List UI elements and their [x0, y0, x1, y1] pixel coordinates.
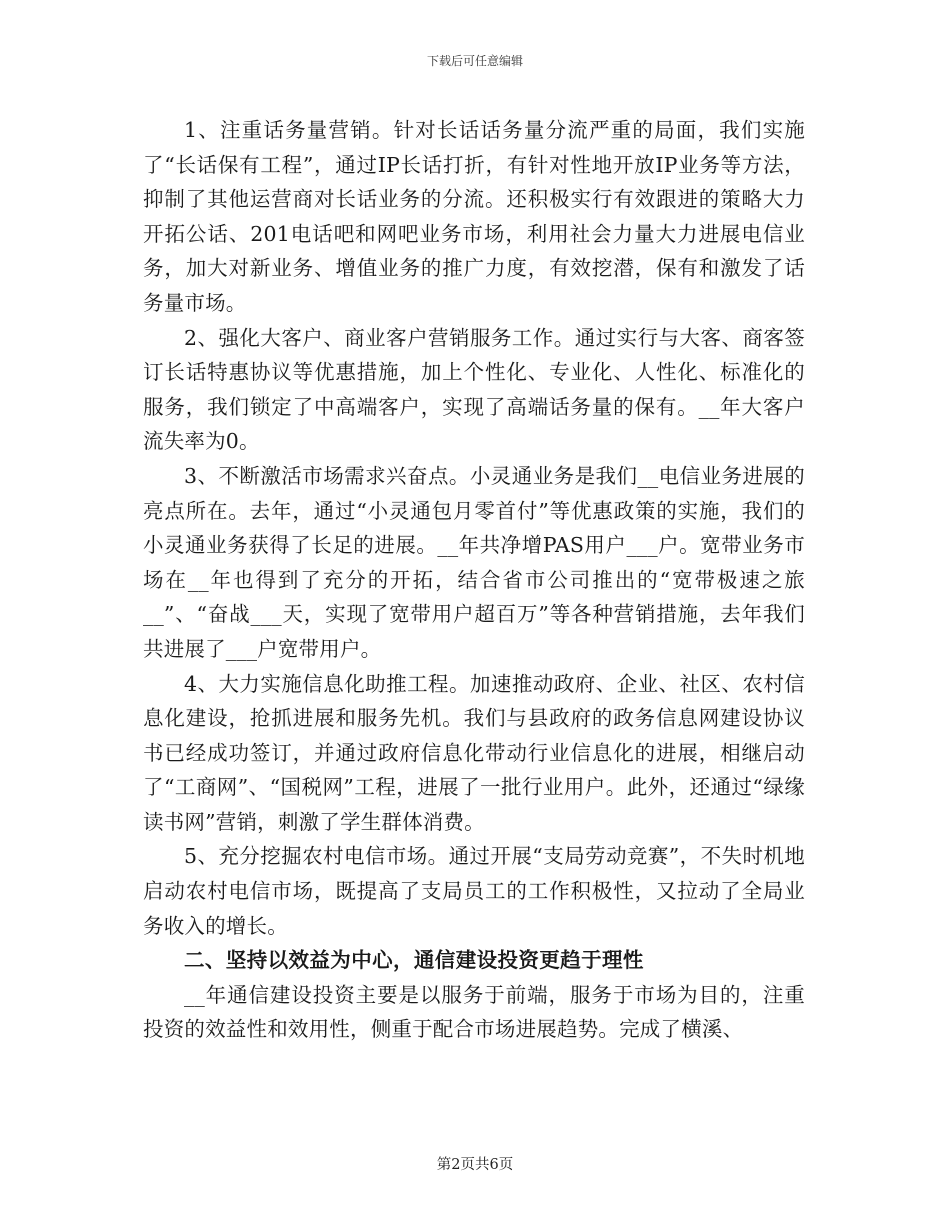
paragraph-5: 5、充分挖掘农村电信市场。通过开展“支局劳动竞赛”，不失时机地启动农村电信市场，既提高了支局员工的工作积极性，又拉动了全局业务收入的增长。 [143, 844, 805, 938]
paragraph-3: 3、不断激活市场需求兴奋点。小灵通业务是我们__电信业务进展的亮点所在。去年，通过“小灵通包月零首付”等优惠政策的实施，我们的小灵通业务获得了长足的进展。__年共净增PAS用户___户。宽带业务市场在__年也得到了充分的开拓，结合省市公司推出的“宽带极速之旅__”、“奋战___天，实现了宽带用户超百万”等各种营销措施，去年我们共进展了___户宽带用户。 [143, 463, 805, 661]
paragraph-4: 4、大力实施信息化助推工程。加速推动政府、企业、社区、农村信息化建设，抢抓进展和服务先机。我们与县政府的政务信息网建设协议书已经成功签订，并通过政府信息化带动行业信息化的进展，相继启动了“工商网”、“国税网”工程，进展了一批行业用户。此外，还通过“绿缘读书网”营销，刺激了学生群体消费。 [143, 671, 805, 834]
closing-paragraph: __年通信建设投资主要是以服务于前端，服务于市场为目的，注重投资的效益性和效用性，侧重于配合市场进展趋势。完成了横溪、 [143, 982, 805, 1042]
paragraph-2: 2、强化大客户、商业客户营销服务工作。通过实行与大客、商客签订长话特惠协议等优惠措施，加上个性化、专业化、人性化、标准化的服务，我们锁定了中高端客户，实现了高端话务量的保有。__年大客户流失率为0。 [143, 325, 805, 454]
section-heading: 二、坚持以效益为中心，通信建设投资更趋于理性 [184, 948, 644, 973]
page-number: 第2页共6页 [436, 1157, 514, 1173]
paragraph-1: 1、注重话务量营销。针对长话话务量分流严重的局面，我们实施了“长话保有工程”，通过IP长话打折，有针对性地开放IP业务等方法，抑制了其他运营商对长话业务的分流。还积极实行有效跟进的策略大力开拓公话、201电话吧和网吧业务市场，利用社会力量大力进展电信业务，加大对新业务、增值业务的推广力度，有效挖潜，保有和激发了话务量市场。 [143, 118, 805, 315]
page-header: 下载后可任意编辑 [426, 54, 523, 68]
document-body [143, 113, 805, 1047]
